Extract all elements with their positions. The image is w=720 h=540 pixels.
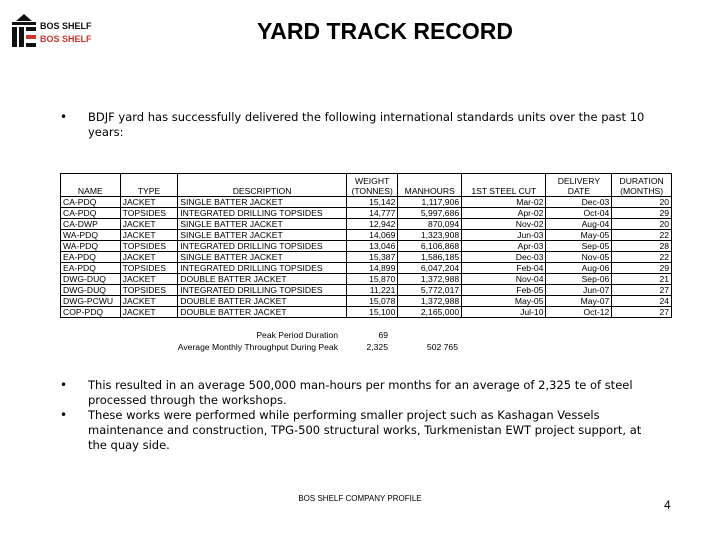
summary-row <box>60 330 670 342</box>
table-cell: DOUBLE BATTER JACKET <box>178 307 347 318</box>
summary-value: 69 <box>378 330 388 340</box>
track-record-table-container <box>60 173 670 354</box>
table-cell: 29 <box>612 263 672 274</box>
table-cell: Aug-06 <box>546 263 612 274</box>
table-cell: CA-PDQ <box>61 208 121 219</box>
table-cell: CA-DWP <box>61 219 121 230</box>
table-cell: Jun-07 <box>546 285 612 296</box>
table-cell: DWG-DUQ <box>61 274 121 285</box>
table-row <box>61 307 672 318</box>
table-cell: 2,165,000 <box>398 307 462 318</box>
table-cell: INTEGRATED DRILLING TOPSIDES <box>178 241 347 252</box>
table-header-cell: DURATION (MONTHS) <box>612 174 672 197</box>
table-cell: 14,899 <box>346 263 397 274</box>
bullet-text: This resulted in an average 500,000 man-hours per months for an average of 2,325 te of steel processed through the workshops. <box>88 378 633 407</box>
table-cell: 20 <box>612 197 672 208</box>
table-cell: 28 <box>612 241 672 252</box>
table-cell: EA-PDQ <box>61 263 121 274</box>
bos-shelf-logo-icon <box>8 12 108 52</box>
table-cell: 1,586,185 <box>398 252 462 263</box>
table-cell: 22 <box>612 252 672 263</box>
table-cell: 21 <box>612 274 672 285</box>
table-row <box>61 285 672 296</box>
table-cell: 24 <box>612 296 672 307</box>
table-cell: Feb-05 <box>462 285 546 296</box>
summary-value: 502 765 <box>426 342 458 352</box>
table-cell: Jul-10 <box>462 307 546 318</box>
table-cell: Nov-02 <box>462 219 546 230</box>
table-cell: 6,106,868 <box>398 241 462 252</box>
logo-line1: BOS SHELF <box>40 21 92 31</box>
table-row <box>61 230 672 241</box>
footer-text: BOS SHELF COMPANY PROFILE <box>298 494 422 503</box>
table-cell: WA-PDQ <box>61 230 121 241</box>
table-cell: 6,047,204 <box>398 263 462 274</box>
table-header-cell: 1ST STEEL CUT <box>462 174 546 197</box>
table-cell: 22 <box>612 230 672 241</box>
table-cell: SINGLE BATTER JACKET <box>178 197 347 208</box>
summary-label: Average Monthly Throughput During Peak <box>177 342 338 352</box>
table-cell: 5,997,686 <box>398 208 462 219</box>
table-cell: JACKET <box>120 197 178 208</box>
table-cell: 13,046 <box>346 241 397 252</box>
bullet-dot-icon: • <box>60 110 68 124</box>
table-cell: Sep-05 <box>546 241 612 252</box>
table-cell: SINGLE BATTER JACKET <box>178 219 347 230</box>
table-cell: May-05 <box>462 296 546 307</box>
table-cell: JACKET <box>120 252 178 263</box>
table-cell: 14,069 <box>346 230 397 241</box>
table-header-cell: TYPE <box>120 174 178 197</box>
table-cell: 5,772,017 <box>398 285 462 296</box>
table-row <box>61 274 672 285</box>
table-row <box>61 197 672 208</box>
table-cell: TOPSIDES <box>120 208 178 219</box>
table-row <box>61 241 672 252</box>
table-row <box>61 208 672 219</box>
table-cell: INTEGRATED DRILLING TOPSIDES <box>178 208 347 219</box>
table-cell: SINGLE BATTER JACKET <box>178 252 347 263</box>
logo-line2: BOS SHELF <box>40 34 92 44</box>
table-cell: May-05 <box>546 230 612 241</box>
table-cell: Nov-05 <box>546 252 612 263</box>
table-cell: 12,942 <box>346 219 397 230</box>
bullet-dot-icon: • <box>60 378 68 392</box>
table-cell: Dec-03 <box>546 197 612 208</box>
table-cell: SINGLE BATTER JACKET <box>178 230 347 241</box>
table-row <box>61 252 672 263</box>
table-cell: Dec-03 <box>462 252 546 263</box>
table-header-row <box>61 174 672 197</box>
bullet-dot-icon: • <box>60 408 68 422</box>
table-cell: 1,117,906 <box>398 197 462 208</box>
table-cell: May-07 <box>546 296 612 307</box>
table-header-cell: MANHOURS <box>398 174 462 197</box>
table-cell: JACKET <box>120 230 178 241</box>
track-record-table <box>60 173 672 318</box>
table-header-cell: WEIGHT (TONNES) <box>346 174 397 197</box>
table-cell: Oct-12 <box>546 307 612 318</box>
company-logo <box>8 12 108 52</box>
table-body <box>61 197 672 318</box>
table-cell: 11,221 <box>346 285 397 296</box>
table-cell: 15,078 <box>346 296 397 307</box>
table-cell: 15,100 <box>346 307 397 318</box>
table-cell: CA-PDQ <box>61 197 121 208</box>
table-header-cell: DELIVERY DATE <box>546 174 612 197</box>
table-cell: JACKET <box>120 274 178 285</box>
table-cell: 20 <box>612 219 672 230</box>
table-cell: 1,372,988 <box>398 274 462 285</box>
table-cell: 15,870 <box>346 274 397 285</box>
bullet-text: These works were performed while performing smaller project such as Kashagan Vessels maintenance and construction, TPG-500 structural works, Turkmenistan EWT project support, at the quay side. <box>88 408 642 452</box>
table-cell: EA-PDQ <box>61 252 121 263</box>
table-cell: 15,142 <box>346 197 397 208</box>
table-cell: DOUBLE BATTER JACKET <box>178 296 347 307</box>
table-row <box>61 296 672 307</box>
page-title: YARD TRACK RECORD <box>257 18 513 44</box>
table-cell: Jun-03 <box>462 230 546 241</box>
table-cell: COP-PDQ <box>61 307 121 318</box>
table-cell: WA-PDQ <box>61 241 121 252</box>
summary-value: 2,325 <box>366 342 388 352</box>
table-cell: JACKET <box>120 296 178 307</box>
table-summary <box>60 330 670 354</box>
table-header-cell: NAME <box>61 174 121 197</box>
table-cell: DWG-DUQ <box>61 285 121 296</box>
table-cell: 870,094 <box>398 219 462 230</box>
table-header-cell: DESCRIPTION <box>178 174 347 197</box>
table-row <box>61 263 672 274</box>
table-cell: 14,777 <box>346 208 397 219</box>
table-cell: 27 <box>612 285 672 296</box>
table-cell: TOPSIDES <box>120 241 178 252</box>
table-cell: Apr-03 <box>462 241 546 252</box>
table-cell: DWG-PCWU <box>61 296 121 307</box>
table-cell: 15,387 <box>346 252 397 263</box>
table-cell: DOUBLE BATTER JACKET <box>178 274 347 285</box>
table-cell: Aug-04 <box>546 219 612 230</box>
bullet-text: BDJF yard has successfully delivered the following international standards units over the past 10 years: <box>88 110 645 139</box>
page-number: 4 <box>664 498 671 512</box>
table-cell: Apr-02 <box>462 208 546 219</box>
table-cell: Feb-04 <box>462 263 546 274</box>
table-cell: TOPSIDES <box>120 263 178 274</box>
table-cell: Sep-06 <box>546 274 612 285</box>
table-cell: TOPSIDES <box>120 285 178 296</box>
table-cell: Mar-02 <box>462 197 546 208</box>
summary-label: Peak Period Duration <box>256 330 338 340</box>
table-cell: 1,323,908 <box>398 230 462 241</box>
table-cell: JACKET <box>120 219 178 230</box>
table-cell: 27 <box>612 307 672 318</box>
summary-row <box>60 342 670 354</box>
table-row <box>61 219 672 230</box>
table-cell: Nov-04 <box>462 274 546 285</box>
table-cell: INTEGRATED DRILLING TOPSIDES <box>178 285 347 296</box>
table-cell: JACKET <box>120 307 178 318</box>
table-cell: INTEGRATED DRILLING TOPSIDES <box>178 263 347 274</box>
table-cell: 1,372,988 <box>398 296 462 307</box>
table-cell: 29 <box>612 208 672 219</box>
table-cell: Oct-04 <box>546 208 612 219</box>
